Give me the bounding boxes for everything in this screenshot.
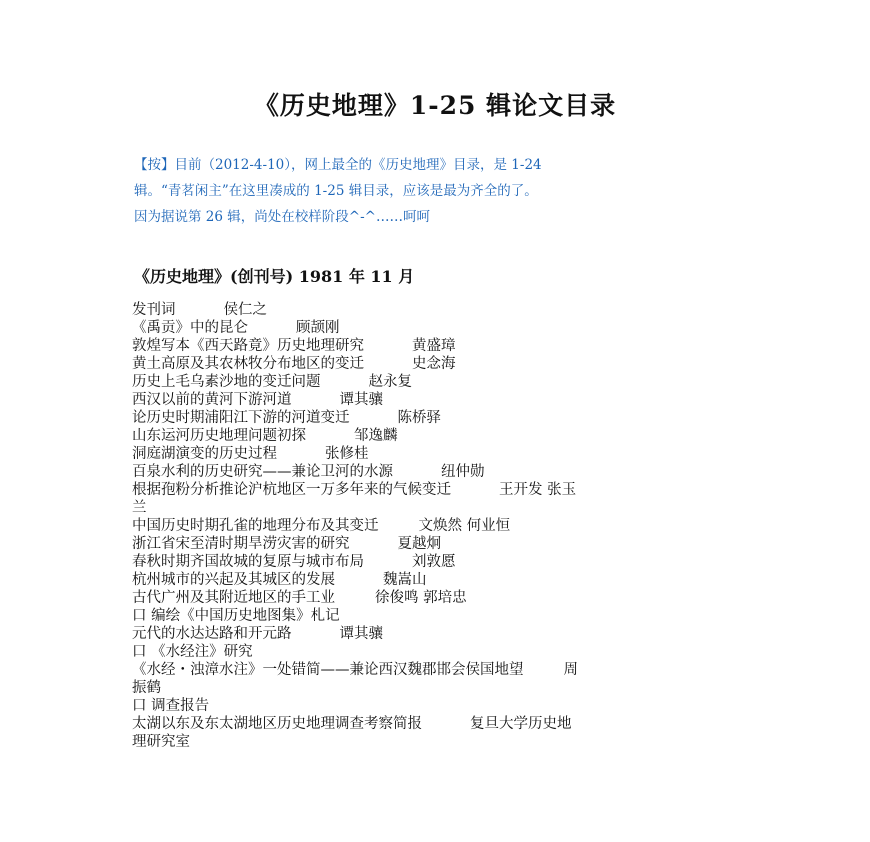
entry-continuation: 理研究室 (132, 734, 190, 750)
entry-title: 历史上毛乌素沙地的变迁问题 (132, 374, 321, 390)
section-title: 口 《水经注》研究 (132, 644, 253, 660)
toc-entry (132, 445, 742, 463)
entry-author: 徐俊鸣 郭培忠 (375, 590, 467, 606)
toc-entry (132, 355, 742, 373)
entry-continuation: 振鹤 (132, 680, 161, 696)
toc-entry (132, 517, 742, 535)
entry-title: 《禹贡》中的昆仑 (132, 320, 248, 336)
entry-title: 西汉以前的黄河下游河道 (132, 392, 292, 408)
entry-author: 邹逸麟 (354, 428, 398, 444)
entry-author: 陈桥驿 (397, 410, 441, 426)
toc-entry (132, 481, 742, 517)
toc-entry (132, 589, 742, 607)
table-of-contents (132, 301, 742, 751)
entry-author: 黄盛璋 (412, 338, 456, 354)
toc-section-heading (132, 643, 742, 661)
issue-heading: 《历史地理》(创刊号) 1981 年 11 月 (134, 267, 415, 286)
entry-title: 敦煌写本《西天路竟》历史地理研究 (132, 338, 364, 354)
toc-entry (132, 625, 742, 643)
note-line: 因为据说第 26 辑，尚处在校样阶段^-^……呵呵 (134, 209, 430, 225)
entry-title: 论历史时期浦阳江下游的河道变迁 (132, 410, 350, 426)
entry-title: 洞庭湖演变的历史过程 (132, 446, 277, 462)
entry-title: 黄土高原及其农林牧分布地区的变迁 (132, 356, 364, 372)
toc-section-heading (132, 607, 742, 625)
toc-entry (132, 409, 742, 427)
toc-entry (132, 391, 742, 409)
entry-title: 古代广州及其附近地区的手工业 (132, 590, 335, 606)
toc-section-heading (132, 697, 742, 715)
entry-title: 太湖以东及东太湖地区历史地理调查考察简报 (132, 716, 422, 732)
entry-title: 根据孢粉分析推论沪杭地区一万多年来的气候变迁 (132, 482, 451, 498)
toc-entry (132, 427, 742, 445)
toc-entry (132, 373, 742, 391)
note-line: 【按】目前（2012-4-10），网上最全的《历史地理》目录，是 1-24 (134, 157, 542, 173)
document-title: 《历史地理》1-25 辑论文目录 (253, 91, 617, 120)
toc-entry (132, 535, 742, 553)
entry-author: 王开发 张玉 (499, 482, 577, 498)
entry-author: 张修桂 (325, 446, 369, 462)
toc-entry (132, 301, 742, 319)
toc-entry (132, 553, 742, 571)
toc-entry (132, 715, 742, 751)
entry-title: 山东运河历史地理问题初探 (132, 428, 306, 444)
toc-entry (132, 319, 742, 337)
toc-entry (132, 571, 742, 589)
entry-author: 复旦大学历史地 (470, 716, 572, 732)
entry-author: 谭其骧 (339, 626, 383, 642)
entry-author: 赵永复 (368, 374, 412, 390)
entry-title: 元代的水达达路和开元路 (132, 626, 292, 642)
entry-author: 侯仁之 (223, 302, 267, 318)
note-line: 辑。“青茗闲主”在这里凑成的 1-25 辑目录，应该是最为齐全的了。 (134, 183, 538, 199)
entry-author: 史念海 (412, 356, 456, 372)
entry-author: 刘敦愿 (412, 554, 456, 570)
entry-title: 春秋时期齐国故城的复原与城市布局 (132, 554, 364, 570)
entry-author: 纽仲勋 (441, 464, 485, 480)
entry-author: 周 (563, 662, 578, 678)
entry-title: 《水经・浊漳水注》一处错简——兼论西汉魏郡邯会侯国地望 (132, 662, 524, 678)
entry-author: 文焕然 何业恒 (418, 518, 511, 534)
entry-author: 夏越炯 (397, 536, 441, 552)
entry-author: 谭其骧 (339, 392, 383, 408)
toc-entry (132, 661, 742, 697)
section-title: 口 编绘《中国历史地图集》札记 (132, 608, 340, 624)
entry-title: 杭州城市的兴起及其城区的发展 (132, 572, 335, 588)
entry-author: 顾颉刚 (296, 320, 340, 336)
entry-title: 百泉水利的历史研究——兼论卫河的水源 (132, 464, 393, 480)
entry-author: 魏嵩山 (383, 572, 427, 588)
toc-entry (132, 337, 742, 355)
entry-title: 发刊词 (132, 302, 176, 318)
entry-continuation: 兰 (132, 500, 147, 516)
entry-title: 浙江省宋至清时期旱涝灾害的研究 (132, 536, 350, 552)
entry-title: 中国历史时期孔雀的地理分布及其变迁 (132, 518, 379, 534)
editor-note (134, 152, 744, 230)
toc-entry (132, 463, 742, 481)
section-title: 口 调查报告 (132, 698, 210, 714)
